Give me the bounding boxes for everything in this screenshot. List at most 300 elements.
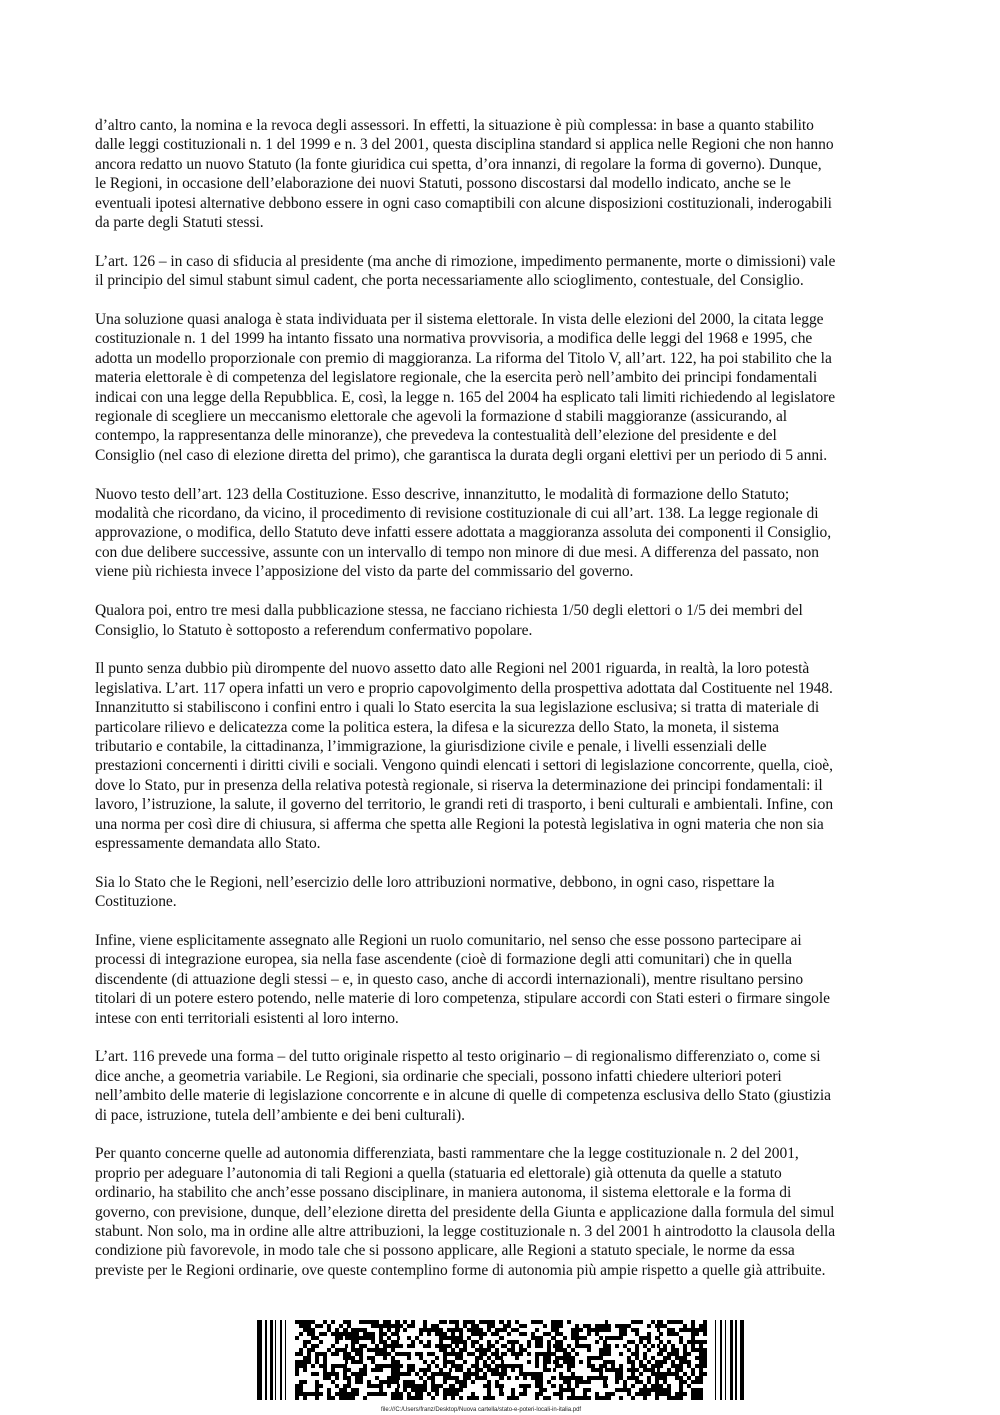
barcode-module — [699, 1396, 703, 1400]
barcode-module — [331, 1372, 335, 1376]
barcode-module — [307, 1352, 311, 1356]
barcode-module — [583, 1392, 587, 1396]
barcode-module — [435, 1356, 439, 1360]
barcode-module — [387, 1320, 391, 1324]
barcode-module — [501, 1384, 504, 1388]
barcode-module — [695, 1332, 699, 1336]
barcode-module — [397, 1392, 400, 1396]
barcode-module — [443, 1344, 447, 1348]
barcode-module — [451, 1364, 455, 1368]
barcode-module — [595, 1392, 599, 1396]
barcode-module — [647, 1324, 651, 1328]
barcode-module — [523, 1324, 527, 1328]
barcode-module — [611, 1392, 615, 1396]
barcode-module — [559, 1348, 563, 1352]
barcode-module — [515, 1352, 519, 1356]
barcode-module — [345, 1392, 348, 1396]
barcode-module — [615, 1376, 619, 1380]
barcode-module — [411, 1364, 415, 1368]
barcode-module — [725, 1320, 726, 1400]
barcode-module — [295, 1372, 299, 1376]
barcode-module — [553, 1384, 556, 1388]
barcode-module — [579, 1328, 583, 1332]
barcode-module — [355, 1372, 359, 1376]
barcode-module — [375, 1364, 379, 1368]
barcode-module — [355, 1332, 359, 1336]
barcode-module — [335, 1332, 339, 1336]
barcode-module — [471, 1328, 475, 1332]
barcode-module — [519, 1352, 523, 1356]
barcode-module — [447, 1388, 451, 1392]
barcode-module — [599, 1364, 603, 1368]
barcode-module — [455, 1376, 459, 1380]
barcode-module — [671, 1352, 675, 1356]
barcode-module — [567, 1356, 571, 1360]
barcode-module — [571, 1364, 575, 1368]
barcode-module — [553, 1360, 556, 1364]
barcode-module — [619, 1396, 623, 1400]
barcode-module — [455, 1388, 459, 1392]
barcode-module — [511, 1392, 515, 1396]
barcode-module — [735, 1320, 737, 1400]
barcode-module — [531, 1336, 535, 1340]
barcode-module — [335, 1392, 339, 1396]
barcode-module — [315, 1356, 319, 1360]
barcode-module — [299, 1352, 303, 1356]
barcode-module — [397, 1360, 400, 1364]
barcode-module — [439, 1328, 443, 1332]
barcode-module — [603, 1324, 607, 1328]
barcode-module — [703, 1324, 707, 1328]
barcode-module — [375, 1368, 379, 1372]
barcode-module — [423, 1320, 427, 1324]
barcode-module — [635, 1376, 639, 1380]
barcode-module — [467, 1396, 471, 1400]
barcode-module — [415, 1352, 419, 1356]
barcode-module — [643, 1388, 647, 1392]
barcode-module — [703, 1348, 707, 1352]
barcode-module — [631, 1384, 635, 1388]
barcode-module — [455, 1392, 459, 1396]
barcode-module — [671, 1372, 675, 1376]
barcode-module — [463, 1376, 467, 1380]
barcode-module — [699, 1388, 703, 1392]
barcode-module — [387, 1380, 391, 1384]
barcode-module — [379, 1332, 383, 1336]
barcode-module — [449, 1376, 452, 1380]
barcode-module — [351, 1344, 355, 1348]
barcode-module — [323, 1320, 327, 1324]
barcode-module — [295, 1352, 299, 1356]
barcode-module — [471, 1392, 475, 1396]
barcode-module — [667, 1328, 671, 1332]
barcode-module — [479, 1320, 483, 1324]
barcode-module — [555, 1356, 559, 1360]
barcode-module — [371, 1356, 375, 1360]
barcode-module — [471, 1364, 475, 1368]
barcode-module — [647, 1376, 651, 1380]
barcode-module — [511, 1364, 515, 1368]
barcode-module — [459, 1332, 463, 1336]
barcode-module — [740, 1320, 744, 1400]
barcode-module — [539, 1320, 543, 1324]
barcode-module — [535, 1336, 539, 1340]
barcode-module — [575, 1336, 579, 1340]
barcode-module — [539, 1380, 543, 1384]
barcode-module — [347, 1332, 351, 1336]
barcode-module — [397, 1336, 400, 1340]
barcode-module — [655, 1380, 659, 1384]
barcode-module — [371, 1360, 375, 1364]
barcode-module — [487, 1396, 491, 1400]
barcode-module — [511, 1352, 515, 1356]
barcode-module — [483, 1348, 487, 1352]
barcode-module — [463, 1320, 467, 1324]
barcode-module — [419, 1352, 423, 1356]
barcode-module — [431, 1376, 435, 1380]
barcode-module — [691, 1332, 695, 1336]
barcode-module — [395, 1396, 399, 1400]
barcode-module — [299, 1364, 303, 1368]
barcode-module — [547, 1396, 551, 1400]
barcode-module — [695, 1396, 699, 1400]
barcode-module — [467, 1372, 471, 1376]
barcode-module — [695, 1392, 699, 1396]
barcode-module — [359, 1328, 363, 1332]
barcode-module — [679, 1380, 683, 1384]
barcode-module — [567, 1364, 571, 1368]
barcode-module — [471, 1396, 475, 1400]
barcode-module — [451, 1388, 455, 1392]
barcode-module — [535, 1320, 539, 1324]
barcode-module — [539, 1376, 543, 1380]
barcode-module — [539, 1392, 543, 1396]
barcode-module — [411, 1396, 415, 1400]
barcode-module — [449, 1360, 452, 1364]
barcode-module — [431, 1380, 435, 1384]
barcode-module — [575, 1380, 579, 1384]
barcode-module — [567, 1360, 571, 1364]
barcode-module — [399, 1324, 403, 1328]
barcode-module — [391, 1324, 395, 1328]
barcode-module — [327, 1348, 331, 1352]
barcode-module — [599, 1356, 603, 1360]
barcode-module — [579, 1380, 583, 1384]
barcode-module — [383, 1392, 387, 1396]
barcode-module — [407, 1324, 411, 1328]
barcode-module — [407, 1384, 411, 1388]
barcode-module — [691, 1348, 695, 1352]
barcode-module — [495, 1356, 499, 1360]
barcode-module — [335, 1340, 339, 1344]
barcode-module — [659, 1348, 663, 1352]
barcode-module — [599, 1372, 603, 1376]
barcode-module — [363, 1368, 367, 1372]
barcode-module — [431, 1324, 435, 1328]
barcode-module — [439, 1348, 443, 1352]
barcode-module — [491, 1368, 495, 1372]
barcode-module — [487, 1324, 491, 1328]
file-path: file:///C:/Users/franz/Desktop/Nuova cartella/stato-e-poteri-locali-in-italia.pdf — [381, 1407, 582, 1413]
barcode-module — [539, 1336, 543, 1340]
barcode-module — [367, 1332, 371, 1336]
barcode-module — [383, 1364, 387, 1368]
barcode-module — [643, 1356, 647, 1360]
barcode-module — [663, 1372, 667, 1376]
barcode-module — [571, 1372, 575, 1376]
barcode-module — [519, 1392, 523, 1396]
barcode-module — [303, 1368, 307, 1372]
barcode-module — [555, 1332, 559, 1336]
barcode-module — [679, 1320, 683, 1324]
barcode-module — [663, 1356, 667, 1360]
barcode-module — [559, 1332, 563, 1336]
barcode-module — [319, 1340, 323, 1344]
barcode-module — [339, 1348, 343, 1352]
barcode-module — [501, 1352, 504, 1356]
barcode-module — [631, 1364, 635, 1368]
barcode-module — [411, 1380, 415, 1384]
barcode-module — [523, 1332, 527, 1336]
barcode-module — [515, 1320, 519, 1324]
barcode-module — [675, 1356, 679, 1360]
barcode-module — [495, 1352, 499, 1356]
barcode-module — [519, 1332, 523, 1336]
barcode-module — [395, 1340, 399, 1344]
barcode-module — [655, 1372, 659, 1376]
barcode-module — [419, 1368, 423, 1372]
barcode-module — [599, 1376, 603, 1380]
barcode-module — [647, 1388, 651, 1392]
barcode-module — [659, 1340, 663, 1344]
barcode-module — [303, 1356, 307, 1360]
barcode-module — [399, 1396, 403, 1400]
barcode-module — [587, 1332, 591, 1336]
barcode-module — [359, 1336, 363, 1340]
barcode-module — [595, 1324, 599, 1328]
barcode-module — [403, 1372, 407, 1376]
barcode-module — [563, 1336, 567, 1340]
barcode-module — [295, 1388, 299, 1392]
barcode-module — [587, 1380, 591, 1384]
barcode-module — [455, 1380, 459, 1384]
barcode-module — [319, 1332, 323, 1336]
barcode-module — [419, 1388, 423, 1392]
barcode-module — [567, 1376, 571, 1380]
barcode-module — [303, 1396, 307, 1400]
barcode-module — [553, 1352, 556, 1356]
barcode-module — [355, 1392, 359, 1396]
barcode-module — [359, 1380, 363, 1384]
barcode-module — [501, 1336, 504, 1340]
barcode-module — [603, 1340, 607, 1344]
barcode-module — [619, 1328, 623, 1332]
barcode-module — [397, 1352, 400, 1356]
barcode-module — [699, 1392, 703, 1396]
barcode-module — [375, 1376, 379, 1380]
barcode-module — [403, 1380, 407, 1384]
barcode-module — [435, 1392, 439, 1396]
paragraph-2: L’art. 126 – in caso di sfiducia al presidente (ma anche di rimozione, impedimento permanente, morte o dimissioni) vale il principio del simul stabunt simul cadent, che porta necessariamente allo scioglimento, contestuale, del Consiglio. — [95, 252, 836, 290]
barcode-module — [315, 1372, 319, 1376]
barcode-module — [355, 1348, 359, 1352]
barcode-module — [655, 1396, 659, 1400]
barcode-module — [535, 1352, 539, 1356]
barcode-module — [543, 1356, 547, 1360]
barcode-module — [683, 1344, 687, 1348]
barcode-module — [631, 1396, 635, 1400]
barcode-module — [619, 1336, 623, 1340]
barcode-module — [487, 1368, 491, 1372]
barcode-module — [423, 1388, 427, 1392]
barcode-module — [595, 1376, 599, 1380]
barcode-module — [467, 1368, 471, 1372]
barcode-module — [657, 1392, 660, 1396]
barcode-module — [299, 1348, 303, 1352]
barcode-module — [675, 1392, 679, 1396]
barcode-module — [575, 1384, 579, 1388]
barcode-module — [591, 1364, 595, 1368]
barcode-module — [383, 1332, 387, 1336]
barcode-module — [303, 1328, 307, 1332]
barcode-module — [443, 1360, 447, 1364]
barcode-module — [375, 1324, 379, 1328]
barcode-module — [695, 1348, 699, 1352]
barcode-module — [703, 1320, 707, 1324]
barcode-module — [407, 1364, 411, 1368]
barcode-module — [351, 1356, 355, 1360]
barcode-module — [503, 1324, 507, 1328]
barcode-module — [495, 1328, 499, 1332]
barcode-module — [671, 1332, 675, 1336]
barcode-module — [691, 1336, 695, 1340]
barcode-module — [667, 1396, 671, 1400]
barcode-module — [563, 1348, 567, 1352]
barcode-module — [715, 1320, 716, 1400]
barcode-module — [411, 1344, 415, 1348]
barcode-module — [651, 1384, 655, 1388]
barcode-module — [491, 1332, 495, 1336]
barcode-module — [403, 1352, 407, 1356]
barcode-module — [515, 1356, 519, 1360]
barcode-module — [501, 1360, 504, 1364]
barcode-module — [657, 1344, 660, 1348]
barcode-module — [543, 1368, 547, 1372]
barcode-module — [311, 1392, 315, 1396]
barcode-module — [511, 1340, 515, 1344]
barcode-module — [663, 1324, 667, 1328]
barcode-module — [535, 1376, 539, 1380]
barcode-module — [527, 1384, 531, 1388]
barcode-module — [411, 1340, 415, 1344]
barcode-module — [587, 1328, 591, 1332]
barcode-module — [345, 1336, 348, 1340]
barcode-module — [347, 1356, 351, 1360]
barcode-module — [315, 1360, 319, 1364]
barcode-module — [531, 1320, 535, 1324]
barcode-module — [351, 1336, 355, 1340]
barcode-module — [411, 1384, 415, 1388]
barcode-module — [631, 1372, 635, 1376]
barcode-module — [459, 1364, 463, 1368]
barcode-module — [515, 1376, 519, 1380]
barcode-module — [539, 1352, 543, 1356]
barcode-module — [703, 1352, 707, 1356]
barcode-module — [319, 1364, 323, 1368]
barcode-module — [547, 1340, 551, 1344]
barcode-module — [431, 1396, 435, 1400]
barcode-module — [627, 1392, 631, 1396]
barcode-module — [695, 1380, 699, 1384]
barcode-module — [427, 1376, 431, 1380]
barcode-module — [423, 1384, 427, 1388]
barcode-module — [619, 1332, 623, 1336]
barcode-module — [501, 1344, 504, 1348]
barcode-module — [503, 1372, 507, 1376]
barcode-module — [631, 1368, 635, 1372]
barcode-module — [591, 1328, 595, 1332]
barcode-module — [567, 1344, 571, 1348]
barcode-module — [679, 1384, 683, 1388]
barcode-module — [475, 1360, 479, 1364]
barcode-module — [359, 1368, 363, 1372]
barcode-module — [487, 1388, 491, 1392]
barcode-module — [367, 1320, 371, 1324]
barcode-module — [639, 1380, 643, 1384]
barcode-module — [547, 1356, 551, 1360]
barcode-module — [627, 1356, 631, 1360]
barcode-module — [471, 1372, 475, 1376]
barcode-module — [699, 1348, 703, 1352]
barcode-module — [687, 1364, 691, 1368]
barcode-module — [343, 1348, 347, 1352]
barcode-module — [379, 1380, 383, 1384]
barcode-module — [631, 1340, 635, 1344]
barcode-module — [419, 1392, 423, 1396]
barcode-module — [667, 1332, 671, 1336]
barcode-module — [671, 1348, 675, 1352]
barcode-module — [579, 1396, 583, 1400]
barcode-module — [511, 1368, 515, 1372]
barcode-module — [639, 1340, 643, 1344]
barcode-module — [371, 1348, 375, 1352]
barcode-module — [315, 1344, 319, 1348]
barcode-module — [683, 1324, 687, 1328]
barcode-module — [363, 1344, 367, 1348]
barcode-module — [427, 1328, 431, 1332]
barcode-module — [507, 1348, 511, 1352]
barcode-module — [403, 1388, 407, 1392]
barcode-module — [359, 1348, 363, 1352]
barcode-module — [387, 1328, 391, 1332]
barcode-module — [671, 1344, 675, 1348]
barcode-module — [547, 1344, 551, 1348]
barcode-module — [331, 1396, 335, 1400]
barcode-module — [431, 1388, 435, 1392]
barcode-module — [307, 1356, 311, 1360]
barcode-module — [295, 1368, 299, 1372]
barcode-module — [595, 1332, 599, 1336]
barcode-module — [683, 1360, 687, 1364]
barcode-module — [495, 1368, 499, 1372]
barcode-module — [351, 1340, 355, 1344]
barcode-module — [443, 1392, 447, 1396]
barcode-module — [347, 1324, 351, 1328]
barcode-module — [371, 1324, 375, 1328]
barcode-module — [675, 1372, 679, 1376]
barcode-module — [571, 1348, 575, 1352]
barcode-module — [523, 1376, 527, 1380]
